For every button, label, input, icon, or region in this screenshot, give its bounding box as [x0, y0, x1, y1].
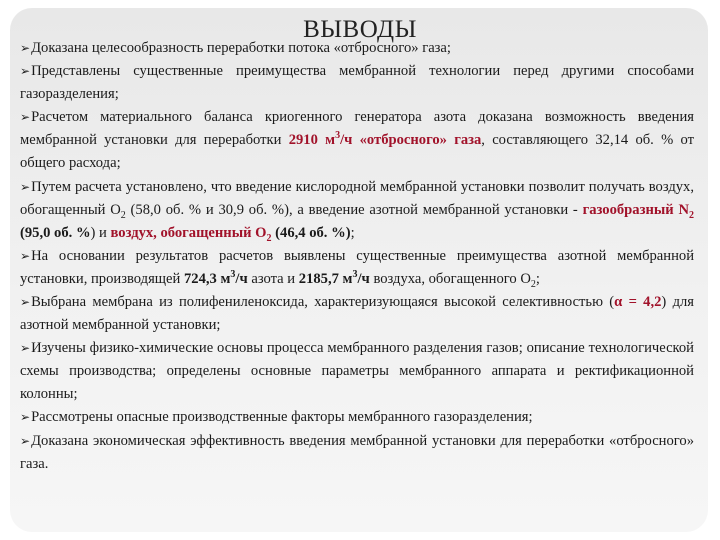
conclusion-text: Расчетом материального баланса криогенного генератора азота доказана возможность введения мембранной установки для переработки	[20, 109, 694, 149]
conclusion-text: ) и	[90, 224, 111, 241]
gaseous-n2-highlight: газообразный $N_2$	[582, 201, 694, 221]
conclusion-text: Рассмотрены опасные производственные факторы мембранного газоразделения;	[31, 409, 533, 426]
arrow-bullet-icon: ➢	[20, 179, 31, 194]
conclusion-text: Доказана экономическая эффективность введения мембранной установки для переработки «отбросного» газа.	[20, 432, 694, 472]
o2-purity: (46,4 об. %)	[271, 224, 351, 241]
conclusion-text: На основании результатов расчетов выявлены существенные преимущества азотной мембранной установки, производящей	[20, 247, 694, 287]
conclusions-list	[20, 37, 694, 476]
arrow-bullet-icon: ➢	[20, 433, 31, 448]
conclusion-item-8	[20, 406, 694, 429]
conclusion-text: Изучены физико-химические основы процесса мембранного разделения газов; описание технологической схемы производства; определены основные параметры мембранного аппарата и ректификационной колонны;	[20, 340, 694, 403]
conclusion-text: Доказана целесообразность переработки потока «отбросного» газа;	[31, 40, 451, 56]
conclusion-item-2	[20, 60, 694, 106]
slide-title: ВЫВОДЫ	[303, 16, 417, 43]
conclusion-item-6	[20, 291, 694, 337]
arrow-bullet-icon: ➢	[20, 110, 31, 125]
flow-rate-highlight: 2910 $м^3/ч$ «отбросного» газа	[288, 130, 482, 149]
conclusion-text: Представлены существенные преимущества мембранной технологии перед другими способами газоразделения;	[20, 63, 694, 103]
conclusion-item-7	[20, 337, 694, 406]
conclusion-text: Путем расчета установлено, что введение кислородной мембранной установки позволит получать воздух, обогащенный О	[20, 178, 694, 218]
air-rate: 2185,7 $м^3/ч$	[298, 268, 370, 287]
arrow-bullet-icon: ➢	[20, 41, 31, 55]
conclusion-text: (58,0 об. % и 30,9 об. %), а введение азотной мембранной установки -	[125, 201, 583, 218]
conclusion-text: , составляющего 32,14 об. % от общего расхода;	[20, 132, 694, 172]
enriched-air-highlight: воздух, обогащенный $О_2$	[110, 224, 272, 244]
conclusion-item-3	[20, 106, 694, 175]
conclusion-item-5: ➢На основании результатов расчетов выявлены существенные преимущества азотной мембранной установки, производящей 724,3 $м^3/ч$ азота и 2185,7 $м^3/ч$ воздуха, обогащенного $О_2$;	[20, 247, 694, 290]
nitrogen-rate: 724,3 $м^3/ч$	[183, 268, 248, 287]
arrow-bullet-icon: ➢	[20, 341, 31, 356]
conclusion-text: ;	[350, 224, 355, 241]
conclusion-text: Выбрана мембрана из полифениленоксида, характеризующаяся высокой селективностью (	[31, 293, 615, 310]
conclusion-item-4: ➢Путем расчета установлено, что введение кислородной мембранной установки позволит получать воздух, обогащенный $О_2$ (58,0 об. % и 30,9 об. %), а введение азотной мембранной установки - газообразный $N_2$ (95,0 об. %) и воздух, обогащенный $О_2$ (46,4 об. %);	[20, 178, 694, 244]
arrow-bullet-icon: ➢	[20, 294, 31, 309]
arrow-bullet-icon: ➢	[20, 64, 31, 79]
arrow-bullet-icon: ➢	[20, 248, 31, 263]
selectivity-highlight: α = 4,2	[614, 293, 662, 310]
conclusion-text: воздуха, обогащенного О	[369, 270, 531, 287]
n2-purity: (95,0 об. %	[20, 224, 91, 241]
conclusion-text: азота и	[247, 270, 299, 287]
arrow-bullet-icon: ➢	[20, 410, 31, 425]
conclusion-text: ) для азотной мембранной установки;	[20, 293, 694, 333]
conclusion-item-9	[20, 430, 694, 476]
